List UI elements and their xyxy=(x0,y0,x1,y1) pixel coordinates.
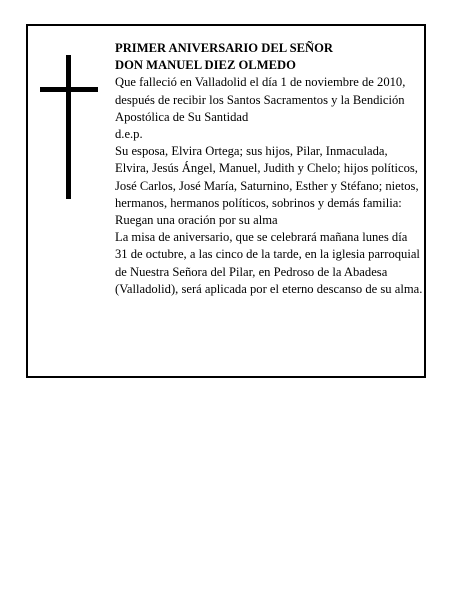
death-statement: Que falleció en Valladolid el día 1 de noviembre de 2010, después de recibir los Santos Sacramentos y la Bendición Apostólica de Su Santidad xyxy=(115,75,406,124)
rip-abbreviation: d.e.p. xyxy=(115,127,143,142)
cross-vertical-bar xyxy=(66,55,71,199)
mass-details: La misa de aniversario, que se celebrará mañana lunes día 31 de octubre, a las cinco de la tarde, en la iglesia parroquial de Nuestra Señora del Pilar, en Pedroso de la Abadesa (Valladolid), será aplicada por el eterno descanso de su alma. xyxy=(115,230,423,296)
notice-title-line-2: DON MANUEL DIEZ OLMEDO xyxy=(115,58,296,73)
notice-title-line-1: PRIMER ANIVERSARIO DEL SEÑOR xyxy=(115,41,333,55)
notice-text xyxy=(115,40,423,298)
cross-horizontal-bar xyxy=(40,87,98,92)
family-list: Su esposa, Elvira Ortega; sus hijos, Pilar, Inmaculada, Elvira, Jesús Ángel, Manuel, Judith y Chelo; hijos políticos, José Carlos, José María, Saturnino, Esther y Stéfano; nietos, hermanos, hermanos políticos, sobrinos y demás familia: xyxy=(115,144,419,210)
obituary-notice xyxy=(26,24,426,378)
latin-cross-icon xyxy=(40,55,100,199)
prayer-request: Ruegan una oración por su alma xyxy=(115,213,278,228)
